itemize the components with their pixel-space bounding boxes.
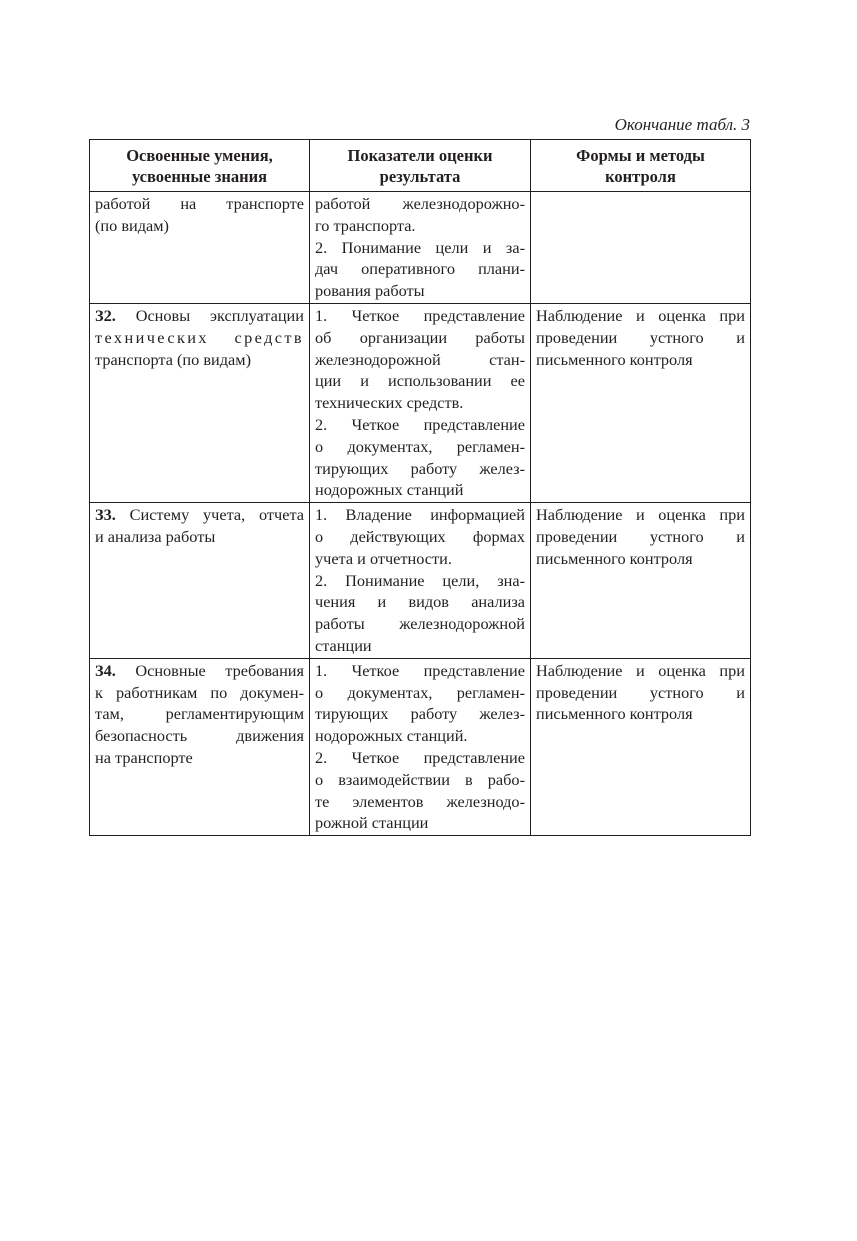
skill-cell <box>90 303 310 502</box>
cell-line: и анализа работы <box>95 526 216 546</box>
cell-line: о документах, регламен- <box>315 682 525 702</box>
header-line: Показатели оценки <box>347 146 493 165</box>
indicator-cell <box>310 658 531 835</box>
cell-line: нодорожных станций. <box>315 726 468 746</box>
cell-line: Наблюдение и оценка при <box>536 305 745 325</box>
control-cell <box>531 658 751 835</box>
cell-line <box>95 305 304 327</box>
cell-line: работой железнодорожно- <box>315 194 525 213</box>
table-row <box>90 303 751 502</box>
cell-line: железнодорожной стан- <box>315 349 525 369</box>
cell-line: ции и использовании ее <box>315 371 525 391</box>
cell-line: работой на транспорте <box>95 194 304 213</box>
table-continuation-caption: Окончание табл. 3 <box>614 115 750 134</box>
knowledge-code: З3. <box>95 505 116 525</box>
control-cell <box>531 503 751 659</box>
cell-line: 2. Понимание цели, зна- <box>315 570 525 590</box>
cell-line: дач оперативного плани- <box>315 259 525 279</box>
header-control-methods <box>531 140 751 192</box>
cell-line: тирующих работу желез- <box>315 704 525 724</box>
cell-text: Основы эксплуатации <box>135 305 304 325</box>
cell-line: рожной станции <box>315 813 429 833</box>
skill-cell <box>90 658 310 835</box>
table-row <box>90 503 751 659</box>
cell-line: станции <box>315 635 372 655</box>
cell-line: работы железнодорожной <box>315 614 525 634</box>
control-cell <box>531 303 751 502</box>
header-line: результата <box>379 167 461 186</box>
cell-line: технических средств <box>95 327 304 347</box>
cell-line <box>95 660 304 682</box>
cell-text: Основные требования <box>135 660 304 680</box>
cell-line <box>95 504 304 526</box>
cell-line: на транспорте <box>95 747 193 767</box>
cell-line: письменного контроля <box>536 548 693 568</box>
indicator-cell <box>310 192 531 304</box>
cell-line: те элементов железнодо- <box>315 791 525 811</box>
cell-line: 2. Четкое представление <box>315 747 525 767</box>
header-line: усвоенные знания <box>131 167 268 186</box>
cell-line: проведении устного и <box>536 327 745 347</box>
cell-text: Систему учета, отчета <box>129 505 304 525</box>
cell-line: Наблюдение и оценка при <box>536 660 745 680</box>
cell-line: тирующих работу желез- <box>315 458 525 478</box>
cell-line: 1. Четкое представление <box>315 305 525 325</box>
header-line: контроля <box>605 167 676 186</box>
skill-cell <box>90 503 310 659</box>
table-row <box>90 658 751 835</box>
header-line: Освоенные умения, <box>126 146 273 165</box>
skill-cell <box>90 192 310 304</box>
cell-line: технических средств. <box>315 393 464 413</box>
cell-line: рования работы <box>315 281 425 301</box>
cell-line: об организации работы <box>315 327 525 347</box>
cell-line: о документах, регламен- <box>315 436 525 456</box>
cell-line: к работникам по докумен- <box>95 682 304 702</box>
cell-line: Наблюдение и оценка при <box>536 505 745 525</box>
header-result-indicators <box>310 140 531 192</box>
knowledge-code: З2. <box>95 305 116 325</box>
control-cell <box>531 192 751 304</box>
cell-line: безопасность движения <box>95 726 304 746</box>
assessment-table <box>89 139 751 836</box>
cell-line: о действующих формах <box>315 526 525 546</box>
table-row <box>90 192 751 304</box>
indicator-cell <box>310 303 531 502</box>
cell-line: 2. Понимание цели и за- <box>315 237 525 257</box>
cell-line: транспорта (по видам) <box>95 349 251 369</box>
header-skills-knowledge <box>90 140 310 192</box>
cell-line: нодорожных станций <box>315 480 464 500</box>
cell-line: 1. Четкое представление <box>315 660 525 680</box>
cell-line: там, регламентирующим <box>95 704 304 724</box>
cell-line: (по видам) <box>95 215 169 235</box>
cell-line: 1. Владение информацией <box>315 505 525 525</box>
knowledge-code: З4. <box>95 660 116 680</box>
cell-line: письменного контроля <box>536 349 693 369</box>
cell-line: 2. Четкое представление <box>315 414 525 434</box>
cell-line: письменного контроля <box>536 704 693 724</box>
cell-line: чения и видов анализа <box>315 592 525 612</box>
cell-line: проведении устного и <box>536 526 745 546</box>
cell-line: проведении устного и <box>536 682 745 702</box>
cell-line: о взаимодействии в рабо- <box>315 769 525 789</box>
table-header-row <box>90 140 751 192</box>
cell-line: го транспорта. <box>315 215 416 235</box>
header-line: Формы и методы <box>576 146 705 165</box>
cell-line: учета и отчетности. <box>315 548 452 568</box>
indicator-cell <box>310 503 531 659</box>
